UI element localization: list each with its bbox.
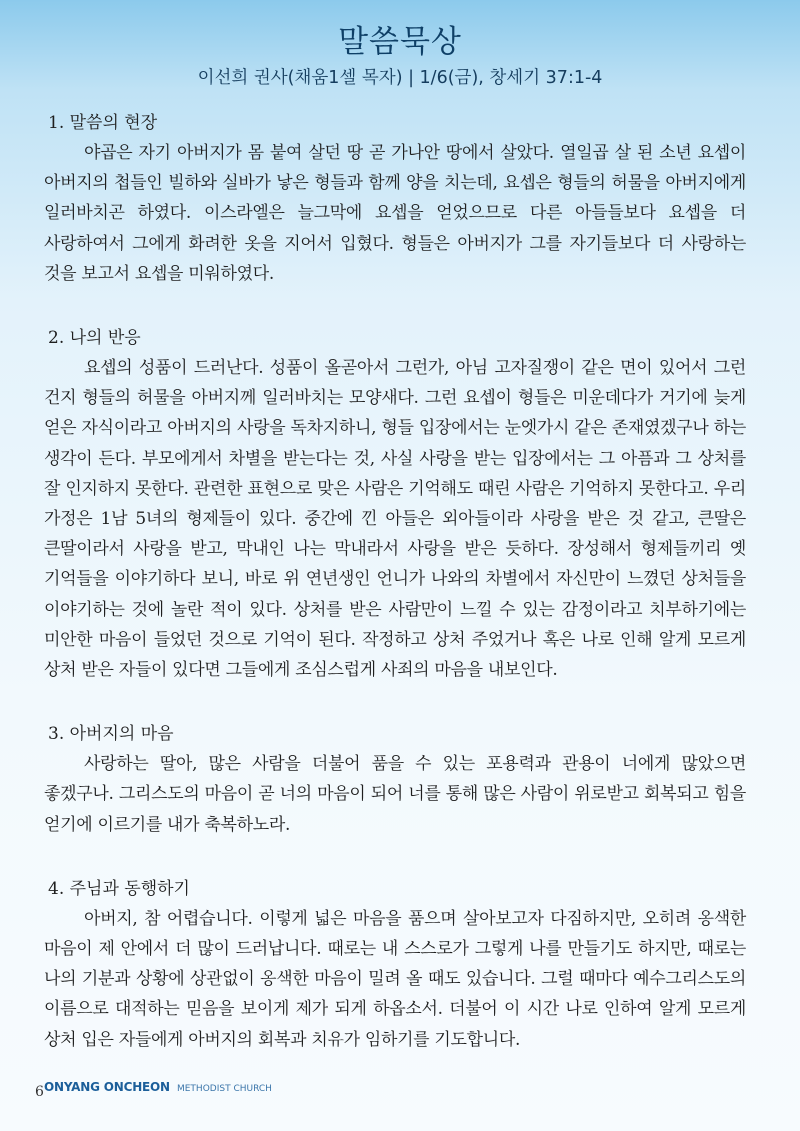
page-title: 말씀묵상 bbox=[338, 24, 462, 60]
section-body: 아버지, 참 어렵습니다. 이렇게 넓은 마음을 품으며 살아보고자 다짐하지만, 오히려 옹색한 마음이 제 안에서 더 많이 드러납니다. 때로는 내 스스로가 그렇게 나를 만들기도 하지만, 때로는 나의 기분과 상황에 상관없이 옹색한 마음이 밀려 올 때도 있습니다. 그럴 때마다 예수그리스도의 이름으로 대적하는 믿음을 보이게 제가 되게 하옵소서. 더불어 이 시간 나로 인하여 알게 모르게 상처 입은 자들에게 아버지의 회복과 치유가 임하기를 기도합니다. bbox=[44, 908, 746, 1050]
page-subtitle: 이선희 권사(채움1셀 목자) | 1/6(금), 창세기 37:1-4 bbox=[197, 68, 603, 88]
church-logo-sub: METHODIST CHURCH bbox=[176, 1084, 272, 1094]
page-header bbox=[0, 22, 800, 90]
page-number: 6 bbox=[35, 1084, 44, 1100]
section-scripture-scene bbox=[38, 110, 746, 289]
section-walk-with-lord bbox=[38, 876, 746, 1055]
section-heading: 2. 나의 반응 bbox=[48, 328, 141, 349]
section-body: 요셉의 성품이 드러난다. 성품이 올곧아서 그런가, 아님 고자질쟁이 같은 면이 있어서 그런 건지 형들의 허물을 아버지께 일러바치는 모양새다. 그런 요셉이 형들은 미운데다가 거기에 늦게 얻은 자식이라고 아버지의 사랑을 독차지하니, 형들 입장에서는 눈엣가시 같은 존재였겠구나 하는 생각이 든다. 부모에게서 차별을 받는다는 것, 사실 사랑을 받는 입장에서는 그 아픔과 그 상처를 잘 인지하지 못한다. 관련한 표현으로 맞은 사람은 기억해도 때린 사람은 기억하지 못한다고. 우리 가정은 1남 5녀의 형제들이 있다. 중간에 낀 아들은 외아들이라 사랑을 받은 것 같고, 큰딸은 큰딸이라서 사랑을 받고, 막내인 나는 막내라서 사랑을 받은 듯하다. 장성해서 형제들끼리 옛 기억들을 이야기하다 보니, 바로 위 연년생인 언니가 나와의 차별에서 자신만이 느꼈던 상처들을 이야기하는 것에 놀란 적이 있다. 상처를 받은 사람만이 느낄 수 있는 감정이라고 치부하기에는 미안한 마음이 들었던 것으로 기억이 된다. 작정하고 상처 주었거나 혹은 나로 인해 알게 모르게 상처 받은 자들이 있다면 그들에게 조심스럽게 사죄의 마음을 내보인다. bbox=[44, 358, 746, 681]
section-fathers-heart bbox=[38, 721, 746, 840]
section-heading: 1. 말씀의 현장 bbox=[48, 113, 158, 133]
church-logo-main: ONYANG ONCHEON bbox=[44, 1080, 170, 1094]
section-heading: 3. 아버지의 마음 bbox=[48, 724, 174, 745]
church-logo bbox=[44, 1076, 272, 1095]
section-body: 사랑하는 딸아, 많은 사람을 더불어 품을 수 있는 포용력과 관용이 너에게 많았으면 좋겠구나. 그리스도의 마음이 곧 너의 마음이 되어 너를 통해 많은 사람이 위로받고 회복되고 힘을 얻기에 이르기를 내가 축복하노라. bbox=[44, 754, 746, 835]
section-my-response bbox=[38, 325, 746, 685]
article-content bbox=[38, 110, 746, 1091]
section-body: 야곱은 자기 아버지가 몸 붙여 살던 땅 곧 가나안 땅에서 살았다. 열일곱 살 된 소년 요셉이 아버지의 첩들인 빌하와 실바가 낳은 형들과 함께 양을 치는데, 요셉은 형들의 허물을 아버지에게 일러바치곤 하였다. 이스라엘은 늘그막에 요셉을 얻었으므로 다른 아들들보다 요셉을 더 사랑하여서 그에게 화려한 옷을 지어서 입혔다. 형들은 아버지가 그를 자기들보다 더 사랑하는 것을 보고서 요셉을 미워하였다. bbox=[44, 143, 746, 284]
section-heading: 4. 주님과 동행하기 bbox=[48, 878, 190, 899]
